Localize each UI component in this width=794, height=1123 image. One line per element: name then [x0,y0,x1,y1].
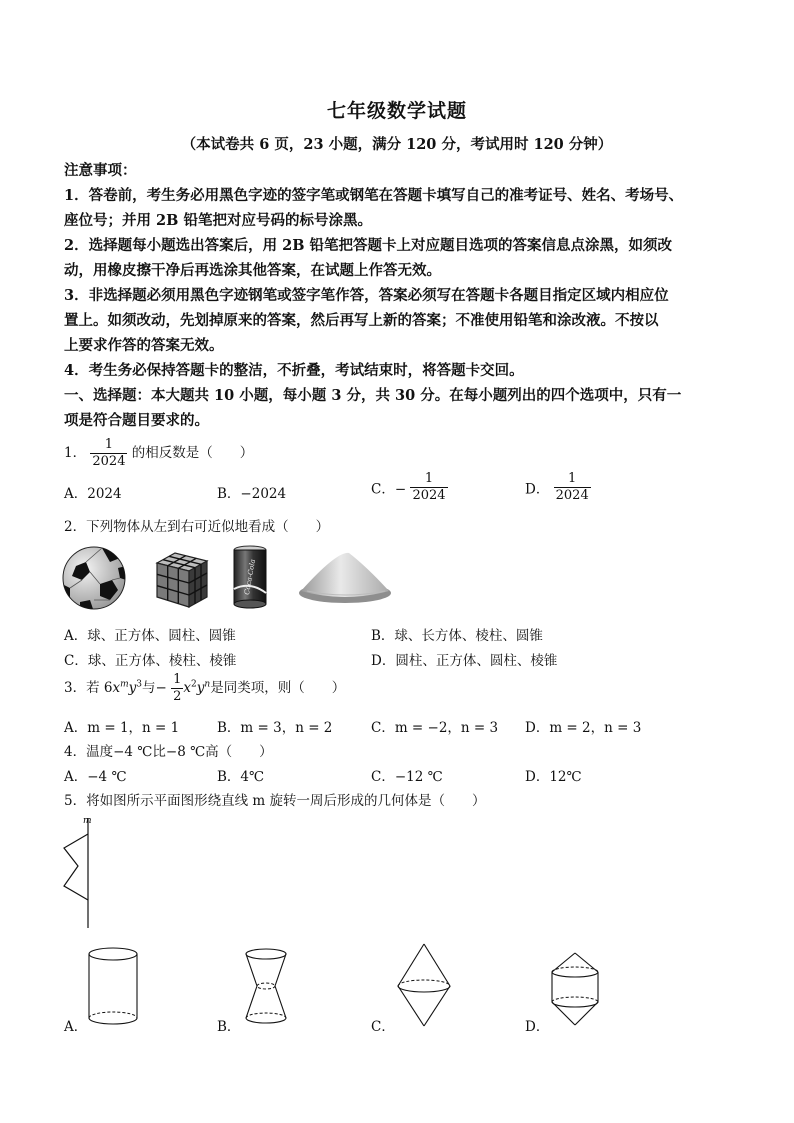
note-2-line-1: 2．选择题每小题选出答案后，用 2B 铅笔把答题卡上对应题目选项的答案信息点涂黑，如须改 [64,237,673,254]
option-d-label: D． [525,481,550,498]
rotation-plane-figure [56,814,100,930]
notes-heading: 注意事项： [64,162,137,179]
question-1-option-a: A．2024 [64,486,122,502]
var-y: y [196,680,205,696]
double-cone-icon [394,940,454,1030]
option-c-fraction [410,471,447,504]
note-1-line-2: 座位号；并用 2B 铅笔把对应号码的标号涂黑。 [64,212,372,229]
exp-m: m [120,679,129,690]
fraction-denominator: 2024 [555,488,589,503]
can-label: Coca-Cola [242,558,258,596]
fraction-numerator: 1 [424,471,434,486]
question-2-option-a: A．球、正方体、圆柱、圆锥 [64,628,236,644]
question-4-option-d: D．12℃ [525,769,582,785]
fraction-denominator: 2024 [92,454,126,469]
note-4: 4．考生务必保持答题卡的整洁，不折叠，考试结束时，将答题卡交回。 [64,362,524,379]
question-3-option-c: C．m = −2，n = 3 [371,720,499,736]
question-5-option-c: C． [371,1019,395,1035]
fraction-numerator: 1 [568,471,577,486]
question-2-option-d: D．圆柱、正方体、圆柱、棱锥 [371,653,558,669]
question-3-fraction [171,672,183,705]
section-1-line-1: 一、选择题：本大题共 10 小题，每小题 3 分，共 30 分。在每小题列出的四个选项中，只有一 [64,387,682,404]
soda-can-icon [231,545,269,609]
question-1-fraction [90,437,127,470]
note-3-line-2: 置上。如须改动，先划掉原来的答案，然后再写上新的答案；不准使用铅笔和涂改液。不按以 [64,312,659,329]
note-3-line-1: 3．非选择题必须用黑色字迹钢笔或签字笔作答，答案必须写在答题卡各题目指定区域内相应位 [64,287,669,304]
var-x: x [183,680,192,696]
fraction-denominator: 2 [173,689,182,704]
note-1-line-1: 1．答卷前，考生务必用黑色字迹的签字笔或钢笔在答题卡填写自己的准考证号、姓名、考场号、 [64,187,684,204]
question-1-number: 1． [64,445,87,461]
cylinder-icon [84,944,142,1030]
question-5-option-d: D． [525,1019,550,1035]
question-1-text: 的相反数是（ ） [131,445,254,461]
fraction-numerator: 1 [104,437,114,452]
option-d-fraction [554,471,591,504]
question-3-option-b: B．m = 3，n = 2 [217,720,333,736]
question-2-option-b: B．球、长方体、棱柱、圆锥 [371,628,543,644]
exp-n: n [204,679,211,690]
var-x: x [112,680,121,696]
note-2-line-2: 动，用橡皮擦干净后再选涂其他答案，在试题上作答无效。 [64,262,441,279]
axis-m-label: m [83,816,92,826]
conical-hat-icon [297,551,393,605]
question-3-option-d: D．m = 2，n = 3 [525,720,642,736]
question-3-option-a: A．m = 1，n = 1 [64,720,180,736]
cone-cylinder-cone-icon [548,950,602,1028]
rubiks-cube-icon [155,551,209,609]
question-3-stem [64,672,345,705]
question-4-option-a: A．−4 ℃ [64,769,127,785]
question-5-stem: 5．将如图所示平面图形绕直线 m 旋转一周后形成的几何体是（ ） [64,793,486,809]
section-1-line-2: 项是符合题目要求的。 [64,412,209,429]
page-title: 七年级数学试题 [326,100,467,122]
soccer-ball-icon [62,544,126,612]
question-1-option-c [371,471,448,504]
note-3-line-3: 上要求作答的答案无效。 [64,337,224,354]
option-c-label: C．− [371,481,407,498]
question-3-suffix: 是同类项，则（ ） [210,680,346,696]
question-2-option-c: C．球、正方体、棱柱、棱锥 [64,653,237,669]
hourglass-solid-icon [238,944,294,1030]
question-2-stem: 2．下列物体从左到右可近似地看成（ ） [64,519,330,535]
question-4-stem: 4．温度−4 ℃比−8 ℃高（ ） [64,744,273,760]
fraction-denominator: 2024 [412,488,446,503]
page-subtitle: （本试卷共 6 页，23 小题，满分 120 分，考试用时 120 分钟） [181,136,613,153]
question-1-stem [64,437,253,470]
question-1-option-d [525,471,591,504]
question-5-option-a: A． [64,1019,88,1035]
exp-2: 2 [191,679,197,690]
exp-3: 3 [136,679,143,690]
question-5-option-b: B． [217,1019,241,1035]
question-4-option-c: C．−12 ℃ [371,769,443,785]
question-4-option-b: B．4℃ [217,769,265,785]
question-3-prefix: 3．若 6 [64,680,113,696]
question-3-mid: 与− [142,680,167,696]
fraction-numerator: 1 [173,672,182,687]
var-y: y [128,680,137,696]
question-1-option-b: B．−2024 [217,486,287,502]
